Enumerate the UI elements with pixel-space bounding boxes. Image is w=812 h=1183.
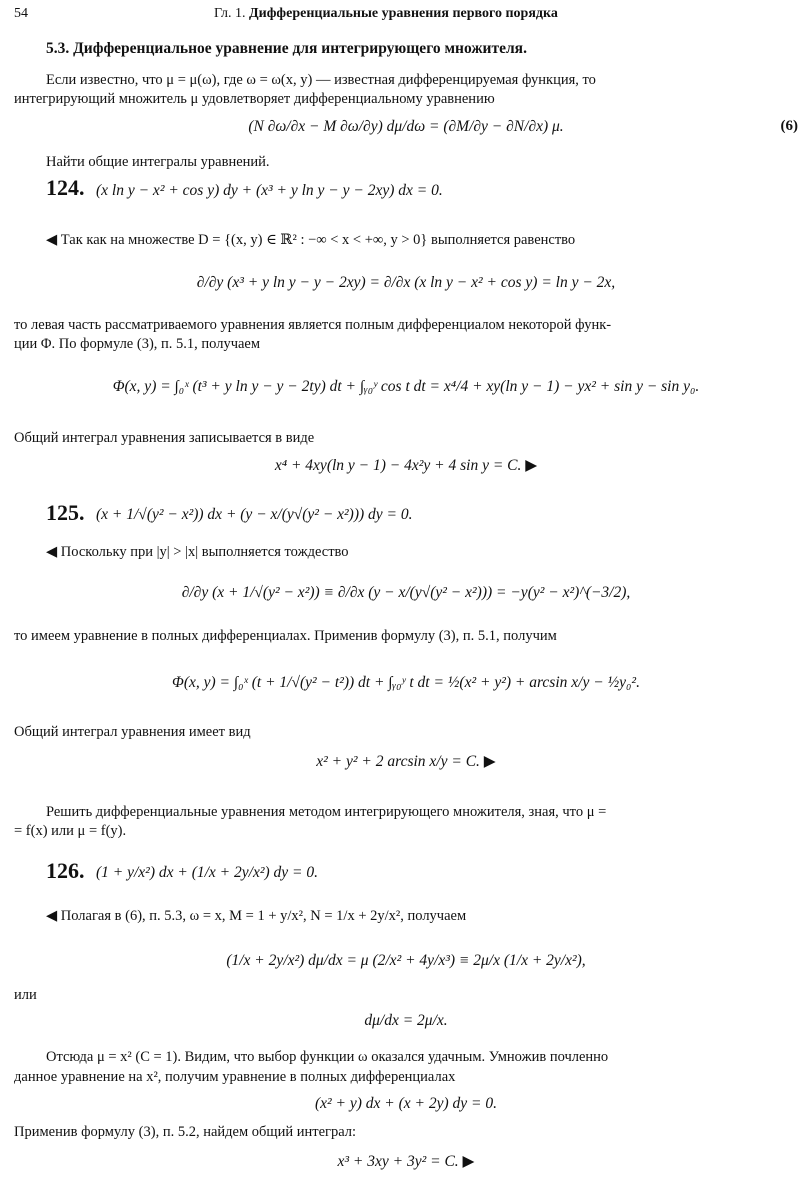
chapter-title: Дифференциальные уравнения первого порядка	[249, 6, 558, 21]
problem-124-solution-line-1: ◀ Так как на множестве D = {(x, y) ∈ ℝ² : −∞ < x < +∞, y > 0} выполняется равенство	[46, 232, 576, 248]
task-general: Найти общие интегралы уравнений.	[46, 154, 270, 170]
chapter-heading	[214, 6, 558, 22]
chapter-prefix: Гл. 1.	[214, 6, 246, 21]
problem-124-equation: (x ln y − x² + cos y) dy + (x³ + y ln y − y − 2xy) dx = 0.	[96, 182, 443, 199]
task-mu-line-1: Решить дифференциальные уравнения методом интегрирующего множителя, зная, что μ =	[46, 804, 607, 820]
problem-125-solution-line-3: Общий интеграл уравнения имеет вид	[14, 724, 251, 740]
problem-124-number: 124.	[46, 175, 85, 200]
problem-126-or: или	[14, 987, 37, 1003]
problem-125-solution-line-2: то имеем уравнение в полных дифференциалах. Применив формулу (3), п. 5.1, получим	[14, 628, 557, 644]
problem-124-solution-line-3: Общий интеграл уравнения записывается в виде	[14, 430, 315, 446]
problem-126-equation-a: (1/x + 2y/x²) dμ/dx = μ (2/x² + 4y/x³) ≡ 2μ/x (1/x + 2y/x²),	[226, 952, 586, 969]
intro-line-1: Если известно, что μ = μ(ω), где ω = ω(x, y) — известная дифференцируемая функция, то	[46, 72, 596, 88]
problem-125-equation-b: Φ(x, y) = ∫₀ˣ (t + 1/√(y² − t²)) dt + ∫ᵧ₀ʸ t dt = ½(x² + y²) + arcsin x/y − ½y₀².	[172, 674, 640, 691]
problem-126-number: 126.	[46, 858, 85, 883]
problem-126-solution-line-3: Применив формулу (3), п. 5.2, найдем общий интеграл:	[14, 1124, 357, 1140]
equation-6-number: (6)	[780, 118, 798, 134]
running-header	[14, 2, 800, 24]
task-mu-line-2: = f(x) или μ = f(y).	[14, 823, 127, 839]
problem-125-equation-a: ∂/∂y (x + 1/√(y² − x²)) ≡ ∂/∂x (y − x/(y√(y² − x²))) = −y(y² − x²)^(−3/2),	[181, 584, 631, 601]
problem-126-solution-line-2a: Отсюда μ = x² (C = 1). Видим, что выбор функции ω оказался удачным. Умножив почленно	[46, 1049, 609, 1065]
problem-124-equation-a: ∂/∂y (x³ + y ln y − y − 2xy) = ∂/∂x (x ln y − x² + cos y) = ln y − 2x,	[196, 274, 616, 291]
problem-124-solution-line-2b: ции Φ. По формуле (3), п. 5.1, получаем	[14, 336, 261, 352]
problem-126-solution-line-2b: данное уравнение на x², получим уравнение в полных дифференциалах	[14, 1069, 456, 1085]
problem-125-solution-line-1: ◀ Поскольку при |y| > |x| выполняется тождество	[46, 544, 349, 560]
problem-126-solution-line-1: ◀ Полагая в (6), п. 5.3, ω = x, M = 1 + y/x², N = 1/x + 2y/x², получаем	[46, 908, 467, 924]
problem-126-equation-b: dμ/dx = 2μ/x.	[364, 1012, 448, 1029]
problem-126-equation-c: (x² + y) dx + (x + 2y) dy = 0.	[314, 1095, 498, 1112]
intro-line-2: интегрирующий множитель μ удовлетворяет дифференциальному уравнению	[14, 91, 495, 107]
section-title: 5.3. Дифференциальное уравнение для интегрирующего множителя.	[46, 40, 527, 57]
problem-125-equation-c: x² + y² + 2 arcsin x/y = C. ▶	[316, 753, 496, 770]
problem-126-equation-d: x³ + 3xy + 3y² = C. ▶	[337, 1153, 475, 1170]
problem-124-equation-c: x⁴ + 4xy(ln y − 1) − 4x²y + 4 sin y = C. ▶	[274, 457, 538, 474]
page-number: 54	[14, 6, 28, 21]
problem-126-equation: (1 + y/x²) dx + (1/x + 2y/x²) dy = 0.	[96, 864, 318, 881]
problem-125-number: 125.	[46, 500, 85, 525]
problem-124-equation-b: Φ(x, y) = ∫₀ˣ (t³ + y ln y − y − 2ty) dt + ∫ᵧ₀ʸ cos t dt = x⁴/4 + xy(ln y − 1) − yx² + sin y − sin y₀.	[112, 378, 700, 395]
equation-6: (N ∂ω/∂x − M ∂ω/∂y) dμ/dω = (∂M/∂y − ∂N/∂x) μ.	[248, 118, 564, 135]
problem-124-solution-line-2a: то левая часть рассматриваемого уравнения является полным дифференциалом некоторой функ-	[14, 317, 612, 333]
problem-125-equation: (x + 1/√(y² − x²)) dx + (y − x/(y√(y² − x²))) dy = 0.	[96, 506, 413, 523]
